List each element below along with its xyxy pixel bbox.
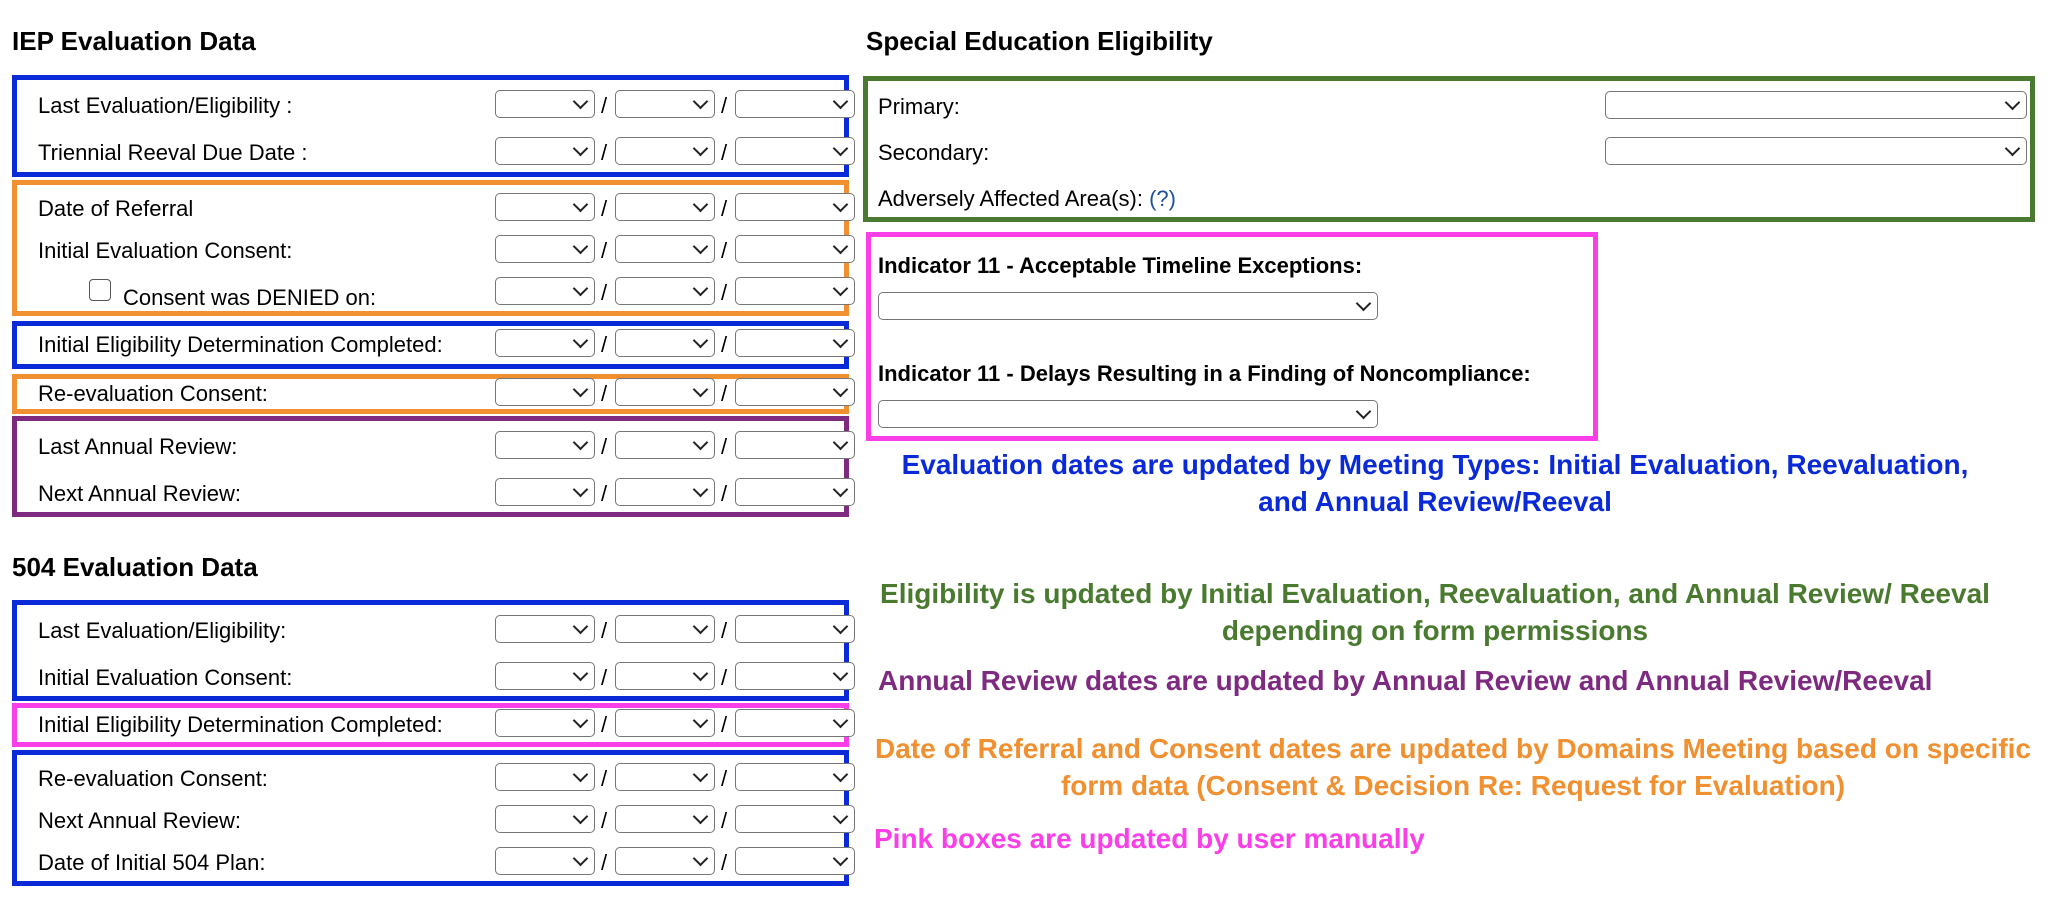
iep-row-triennial bbox=[17, 129, 844, 176]
chevron-down-icon bbox=[573, 851, 589, 867]
field-label: Re-evaluation Consent: bbox=[38, 381, 268, 406]
chevron-down-icon bbox=[693, 713, 709, 729]
field-label bbox=[878, 175, 1176, 222]
primary-select[interactable] bbox=[1605, 91, 2027, 119]
indicator-exceptions-label: Indicator 11 - Acceptable Timeline Exceptions: bbox=[878, 253, 1363, 278]
chevron-down-icon bbox=[693, 333, 709, 349]
month-select[interactable] bbox=[495, 478, 595, 506]
day-select[interactable] bbox=[615, 709, 715, 737]
s504-row-last-evaluation bbox=[17, 607, 844, 654]
eligibility-row-primary bbox=[868, 83, 2030, 130]
date-separator: / bbox=[721, 665, 728, 690]
chevron-down-icon bbox=[693, 281, 709, 297]
chevron-down-icon bbox=[833, 713, 849, 729]
note-green: Eligibility is updated by Initial Evaluation, Reevaluation, and Annual Review/ Reeval depending on form permissions bbox=[880, 578, 1990, 646]
month-select[interactable] bbox=[495, 277, 595, 305]
year-select[interactable] bbox=[735, 431, 855, 459]
day-select[interactable] bbox=[615, 615, 715, 643]
month-select[interactable] bbox=[495, 378, 595, 406]
iep-section-title: IEP Evaluation Data bbox=[12, 26, 256, 56]
chevron-down-icon bbox=[1356, 404, 1372, 420]
date-separator: / bbox=[601, 712, 608, 737]
chevron-down-icon bbox=[833, 197, 849, 213]
month-select[interactable] bbox=[495, 193, 595, 221]
chevron-down-icon bbox=[833, 482, 849, 498]
month-select[interactable] bbox=[495, 329, 595, 357]
note-blue: Evaluation dates are updated by Meeting Types: Initial Evaluation, Reevaluation, and Annual Review/Reeval bbox=[901, 449, 1969, 517]
year-select[interactable] bbox=[735, 235, 855, 263]
chevron-down-icon bbox=[693, 197, 709, 213]
date-picker bbox=[495, 269, 855, 316]
field-label: Triennial Reeval Due Date : bbox=[38, 140, 308, 165]
field-label: Initial Eligibility Determination Completed: bbox=[38, 332, 443, 357]
field-label: Next Annual Review: bbox=[38, 808, 241, 833]
date-picker bbox=[495, 82, 855, 129]
indicator-pink-group bbox=[866, 232, 1598, 441]
date-separator: / bbox=[601, 808, 608, 833]
month-select[interactable] bbox=[495, 805, 595, 833]
date-separator: / bbox=[601, 665, 608, 690]
day-select[interactable] bbox=[615, 277, 715, 305]
adversely-label: Adversely Affected Area(s): bbox=[878, 186, 1143, 211]
field-label: Re-evaluation Consent: bbox=[38, 766, 268, 791]
help-link[interactable]: (?) bbox=[1149, 186, 1176, 211]
day-select[interactable] bbox=[615, 763, 715, 791]
chevron-down-icon bbox=[693, 666, 709, 682]
date-separator: / bbox=[601, 238, 608, 263]
day-select[interactable] bbox=[615, 478, 715, 506]
date-separator: / bbox=[601, 332, 608, 357]
indicator-delays-select[interactable] bbox=[878, 400, 1378, 428]
month-select[interactable] bbox=[495, 235, 595, 263]
chevron-down-icon bbox=[693, 382, 709, 398]
date-separator: / bbox=[601, 280, 608, 305]
chevron-down-icon bbox=[693, 435, 709, 451]
chevron-down-icon bbox=[693, 482, 709, 498]
date-separator: / bbox=[721, 712, 728, 737]
chevron-down-icon bbox=[833, 141, 849, 157]
year-select[interactable] bbox=[735, 137, 855, 165]
field-label: Date of Referral bbox=[38, 196, 194, 221]
date-picker bbox=[495, 797, 855, 844]
chevron-down-icon bbox=[573, 94, 589, 110]
date-separator: / bbox=[721, 766, 728, 791]
date-separator: / bbox=[601, 434, 608, 459]
date-picker bbox=[495, 654, 855, 701]
chevron-down-icon bbox=[693, 239, 709, 255]
date-separator: / bbox=[721, 481, 728, 506]
year-select[interactable] bbox=[735, 805, 855, 833]
date-separator: / bbox=[601, 481, 608, 506]
day-select[interactable] bbox=[615, 662, 715, 690]
eligibility-green-group bbox=[863, 76, 2035, 222]
iep-row-last-evaluation bbox=[17, 82, 844, 129]
field-label: Last Annual Review: bbox=[38, 434, 238, 459]
date-separator: / bbox=[721, 238, 728, 263]
date-separator: / bbox=[721, 850, 728, 875]
chevron-down-icon bbox=[833, 94, 849, 110]
date-separator: / bbox=[601, 140, 608, 165]
s504-row-initial-consent bbox=[17, 654, 844, 701]
year-select[interactable] bbox=[735, 329, 855, 357]
chevron-down-icon bbox=[833, 851, 849, 867]
day-select[interactable] bbox=[615, 378, 715, 406]
date-separator: / bbox=[601, 93, 608, 118]
date-separator: / bbox=[721, 618, 728, 643]
chevron-down-icon bbox=[693, 851, 709, 867]
field-label: Initial Evaluation Consent: bbox=[38, 238, 293, 263]
date-picker bbox=[495, 370, 855, 417]
s504-row-next-annual-review bbox=[17, 797, 844, 844]
chevron-down-icon bbox=[693, 619, 709, 635]
note-pink: Pink boxes are updated by user manually bbox=[874, 823, 1425, 854]
year-select[interactable] bbox=[735, 378, 855, 406]
month-select[interactable] bbox=[495, 615, 595, 643]
chevron-down-icon bbox=[693, 141, 709, 157]
month-select[interactable] bbox=[495, 662, 595, 690]
secondary-select[interactable] bbox=[1605, 137, 2027, 165]
month-select[interactable] bbox=[495, 137, 595, 165]
iep-orange-group-2 bbox=[12, 374, 849, 414]
day-select[interactable] bbox=[615, 329, 715, 357]
consent-denied-checkbox[interactable] bbox=[89, 279, 111, 301]
field-label: Initial Eligibility Determination Completed: bbox=[38, 712, 443, 737]
year-select[interactable] bbox=[735, 709, 855, 737]
year-select[interactable] bbox=[735, 90, 855, 118]
date-picker bbox=[495, 755, 855, 802]
chevron-down-icon bbox=[573, 239, 589, 255]
eligibility-row-secondary bbox=[868, 129, 2030, 176]
field-label: Next Annual Review: bbox=[38, 481, 241, 506]
month-select[interactable] bbox=[495, 90, 595, 118]
date-separator: / bbox=[721, 280, 728, 305]
date-picker bbox=[495, 470, 855, 517]
day-select[interactable] bbox=[615, 137, 715, 165]
date-picker bbox=[495, 185, 855, 232]
date-separator: / bbox=[601, 850, 608, 875]
iep-row-reevaluation-consent bbox=[17, 370, 844, 417]
chevron-down-icon bbox=[573, 435, 589, 451]
date-separator: / bbox=[601, 618, 608, 643]
chevron-down-icon bbox=[573, 333, 589, 349]
chevron-down-icon bbox=[833, 809, 849, 825]
date-picker bbox=[495, 701, 855, 748]
month-select[interactable] bbox=[495, 431, 595, 459]
field-label: Consent was DENIED on: bbox=[123, 285, 377, 310]
chevron-down-icon bbox=[833, 382, 849, 398]
chevron-down-icon bbox=[693, 94, 709, 110]
date-separator: / bbox=[601, 196, 608, 221]
field-label: Last Evaluation/Eligibility: bbox=[38, 618, 287, 643]
date-separator: / bbox=[601, 766, 608, 791]
date-picker bbox=[495, 423, 855, 470]
chevron-down-icon bbox=[573, 482, 589, 498]
iep-blue-group-2 bbox=[12, 321, 849, 369]
date-separator: / bbox=[721, 196, 728, 221]
indicator-delays-label: Indicator 11 - Delays Resulting in a Finding of Noncompliance: bbox=[878, 361, 1531, 386]
field-label: Date of Initial 504 Plan: bbox=[38, 850, 266, 875]
day-select[interactable] bbox=[615, 193, 715, 221]
eligibility-row-adversely bbox=[868, 175, 2030, 222]
date-separator: / bbox=[721, 434, 728, 459]
chevron-down-icon bbox=[693, 767, 709, 783]
chevron-down-icon bbox=[833, 333, 849, 349]
date-separator: / bbox=[721, 93, 728, 118]
chevron-down-icon bbox=[833, 239, 849, 255]
month-select[interactable] bbox=[495, 763, 595, 791]
iep-row-initial-eligibility bbox=[17, 321, 844, 368]
chevron-down-icon bbox=[573, 141, 589, 157]
iep-row-initial-consent bbox=[17, 227, 844, 274]
s504-blue-group-2 bbox=[12, 750, 849, 886]
field-label: Last Evaluation/Eligibility : bbox=[38, 93, 293, 118]
chevron-down-icon bbox=[573, 619, 589, 635]
chevron-down-icon bbox=[833, 281, 849, 297]
chevron-down-icon bbox=[833, 619, 849, 635]
chevron-down-icon bbox=[573, 767, 589, 783]
year-select[interactable] bbox=[735, 478, 855, 506]
chevron-down-icon bbox=[833, 666, 849, 682]
date-picker bbox=[495, 607, 855, 654]
day-select[interactable] bbox=[615, 235, 715, 263]
iep-row-date-of-referral bbox=[17, 185, 844, 232]
chevron-down-icon bbox=[1356, 296, 1372, 312]
year-select[interactable] bbox=[735, 615, 855, 643]
year-select[interactable] bbox=[735, 193, 855, 221]
day-select[interactable] bbox=[615, 431, 715, 459]
note-purple: Annual Review dates are updated by Annual Review and Annual Review/Reeval bbox=[878, 665, 1933, 696]
day-select[interactable] bbox=[615, 90, 715, 118]
chevron-down-icon bbox=[573, 281, 589, 297]
date-separator: / bbox=[721, 332, 728, 357]
field-label: Primary: bbox=[878, 94, 960, 119]
chevron-down-icon bbox=[833, 435, 849, 451]
chevron-down-icon bbox=[573, 197, 589, 213]
chevron-down-icon bbox=[573, 382, 589, 398]
month-select[interactable] bbox=[495, 709, 595, 737]
date-picker bbox=[495, 129, 855, 176]
chevron-down-icon bbox=[2005, 141, 2021, 157]
field-label: Initial Evaluation Consent: bbox=[38, 665, 293, 690]
chevron-down-icon bbox=[693, 809, 709, 825]
date-picker bbox=[495, 227, 855, 274]
chevron-down-icon bbox=[2005, 95, 2021, 111]
iep-orange-group bbox=[12, 180, 849, 316]
iep-row-consent-denied bbox=[17, 269, 844, 316]
iep-purple-group bbox=[12, 416, 849, 517]
date-separator: / bbox=[601, 381, 608, 406]
s504-section-title: 504 Evaluation Data bbox=[12, 552, 258, 582]
s504-row-initial-eligibility bbox=[17, 701, 844, 748]
year-select[interactable] bbox=[735, 847, 855, 875]
chevron-down-icon bbox=[573, 713, 589, 729]
chevron-down-icon bbox=[573, 666, 589, 682]
date-separator: / bbox=[721, 808, 728, 833]
date-picker bbox=[495, 321, 855, 368]
s504-row-reevaluation-consent bbox=[17, 755, 844, 802]
eligibility-section-title: Special Education Eligibility bbox=[866, 26, 1213, 56]
s504-row-initial-504-plan bbox=[17, 839, 844, 886]
day-select[interactable] bbox=[615, 847, 715, 875]
year-select[interactable] bbox=[735, 662, 855, 690]
date-separator: / bbox=[721, 140, 728, 165]
s504-pink-group bbox=[12, 703, 849, 747]
year-select[interactable] bbox=[735, 763, 855, 791]
iep-blue-group bbox=[12, 75, 849, 177]
indicator-exceptions-select[interactable] bbox=[878, 292, 1378, 320]
date-separator: / bbox=[721, 381, 728, 406]
field-label: Secondary: bbox=[878, 140, 990, 165]
note-orange: Date of Referral and Consent dates are updated by Domains Meeting based on specific form data (Consent & Decision Re: Request for Evaluation) bbox=[874, 733, 2032, 801]
chevron-down-icon bbox=[833, 767, 849, 783]
month-select[interactable] bbox=[495, 847, 595, 875]
iep-row-next-annual-review bbox=[17, 470, 844, 517]
year-select[interactable] bbox=[735, 277, 855, 305]
iep-row-last-annual-review bbox=[17, 423, 844, 470]
s504-blue-group bbox=[12, 600, 849, 701]
day-select[interactable] bbox=[615, 805, 715, 833]
date-picker bbox=[495, 839, 855, 886]
chevron-down-icon bbox=[573, 809, 589, 825]
